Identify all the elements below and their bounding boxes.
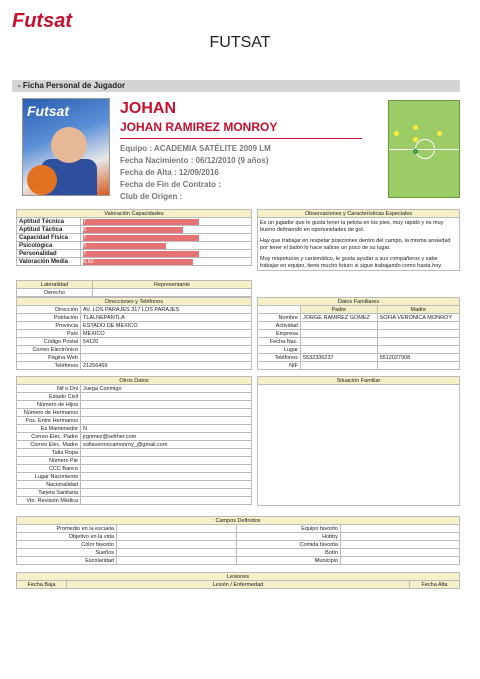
campos-definidos-table [16,516,460,565]
table-row: Es Mantenedor N [17,425,252,433]
table-row: Fecha Nac. [258,338,460,346]
photo-face [51,127,87,163]
table-row: Correo Elec. Padre jrgomez@selther.com [17,433,252,441]
player-position-dot [413,125,418,130]
fecha-baja-header: Fecha Baja [17,581,67,589]
capacidad-bar: 6.60 [83,259,193,265]
capacidad-bar: 7 [83,251,199,257]
observaciones-box [257,209,460,271]
direcciones-header: Direcciones y Teléfonos [17,298,252,306]
lesiones-header: Lesiones [17,573,460,581]
capacidad-row: Capacidad Física 7 [17,234,252,242]
table-row: Teléfonos 5532336237 5512027908 [258,354,460,362]
table-row: Vto. Revisión Médica [17,497,252,505]
madre-header: Madre [377,306,459,314]
table-row: Promedio en la escuela Equipo favorito [17,525,460,533]
table-row: Objetivo en la vida Hobby [17,533,460,541]
table-row: Color favorito Comida favorita [17,541,460,549]
capacidad-bar: 5 [83,243,166,249]
capacidades-header: Valoración Capacidades [17,210,252,218]
table-row: Correo Elec. Madre sofiaveronicamonroy_@gmail.com [17,441,252,449]
situacion-header: Situación Familiar [258,377,459,385]
table-row: Nacionalidad [17,481,252,489]
player-equipo: Equipo : ACADEMIA SATÉLITE 2009 LM [120,144,271,153]
player-position-dot [394,131,399,136]
goalkeeper-dot [413,149,418,154]
lesiones-table [16,572,460,589]
name-underline [120,138,362,139]
player-name: JOHAN [120,100,177,117]
table-row: CCC Banco [17,465,252,473]
table-row: Dirección AV. LOS PARAJES 317 LOS PARAJES [17,306,252,314]
observaciones-header: Observaciones y Características Especiales [258,210,459,218]
page-title: FUTSAT [209,34,271,51]
table-row: Provincia ESTADO DE MEXICO [17,322,252,330]
photo-ball [27,165,57,195]
section-bar: - Ficha Personal de Jugador [12,80,460,92]
lateralidad-table [16,280,252,297]
player-nacimiento: Fecha Nacimiento : 06/12/2010 (9 años) [120,156,269,165]
observaciones-text: Es un jugador que le gusta tener la pelota en los pies, muy rápido y es muy bueno definiendo en oportunidades de gol. [260,220,444,233]
table-row: Empresa [258,330,460,338]
table-row: Número de Hermanos [17,409,252,417]
fecha-alta-header: Fecha Alta [410,581,460,589]
table-row: Teléfonos 21256469 [17,362,252,370]
table-row: Número Pie [17,457,252,465]
capacidad-row: Psicológica 5 [17,242,252,250]
lateralidad-header: Lateralidad [17,281,93,289]
photo-logo: Futsat [27,103,69,119]
representante-header: Representante [93,281,252,289]
table-row: Código Postal 54120 [17,338,252,346]
player-photo [22,98,110,196]
observaciones-text: Hay que trabajar en respetar posiciones dentro del campo, la misma ansiedad por tener el balón lo hace salirse un poco de su lugar. [260,238,451,251]
table-row: Población TLALNEPANTLA [17,314,252,322]
table-row: Página Web [17,354,252,362]
capacidad-row: Aptitud Técnica 7 [17,218,252,226]
table-row: Estado Civil [17,393,252,401]
capacidad-bar: 7 [83,219,199,225]
table-row: Lugar [258,346,460,354]
familiares-header: Datos Familiares [258,298,460,306]
table-row: Sueños Botín [17,549,460,557]
field-center-circle [415,139,435,159]
otros-header: Otros Datos [17,377,252,385]
table-row: Escolaridad Municipio [17,557,460,565]
lateralidad-value: Derecho [17,289,93,297]
otros-datos-table [16,376,252,505]
table-row: NIF [258,362,460,370]
table-row: Nif o Dni Juega Conmigo [17,385,252,393]
player-full-name: JOHAN RAMIREZ MONROY [120,120,278,134]
player-alta: Fecha de Alta : 12/09/2016 [120,168,219,177]
familiares-table [257,297,460,370]
situacion-familiar-box [257,376,460,506]
capacidad-bar: 7 [83,235,199,241]
capacidades-table [16,209,252,266]
player-club-origen: Club de Origen : [120,192,183,201]
table-row: Correo Electrónico [17,346,252,354]
table-row: Lugar Nacimiento [17,473,252,481]
padre-header: Padre [301,306,378,314]
position-field [388,100,460,198]
table-row: Tarjeta Sanitaria [17,489,252,497]
lesion-header: Lesión / Enfermedad [67,581,410,589]
campos-header: Campos Definidos [17,517,460,525]
player-position-dot [437,131,442,136]
player-fin-contrato: Fecha de Fin de Contrato : [120,180,221,189]
capacidad-row: Aptitud Táctica 6 [17,226,252,234]
table-row: Pos. Entre Hermanos [17,417,252,425]
direcciones-table [16,297,252,370]
futsat-logo: Futsat [12,10,72,32]
table-row: Actividad [258,322,460,330]
representante-value [93,289,252,297]
table-row: País MEXICO [17,330,252,338]
table-row: Talla Ropa [17,449,252,457]
capacidad-row: Personalidad 7 [17,250,252,258]
observaciones-text: Muy respetuoso y carismático, le gusta ayudar a sus compañeros y sabe trabajar en equipo, tiene mucho futuro si sigue trabajando como hasta hoy. [260,256,443,269]
table-row: Número de Hijos [17,401,252,409]
capacidad-bar: 6 [83,227,183,233]
table-row: Nombre JORGE RAMIREZ GOMEZ SOFIA VERONICA MONROY [258,314,460,322]
player-position-dot [413,137,418,142]
capacidad-row: Valoración Media 6.60 [17,258,252,266]
